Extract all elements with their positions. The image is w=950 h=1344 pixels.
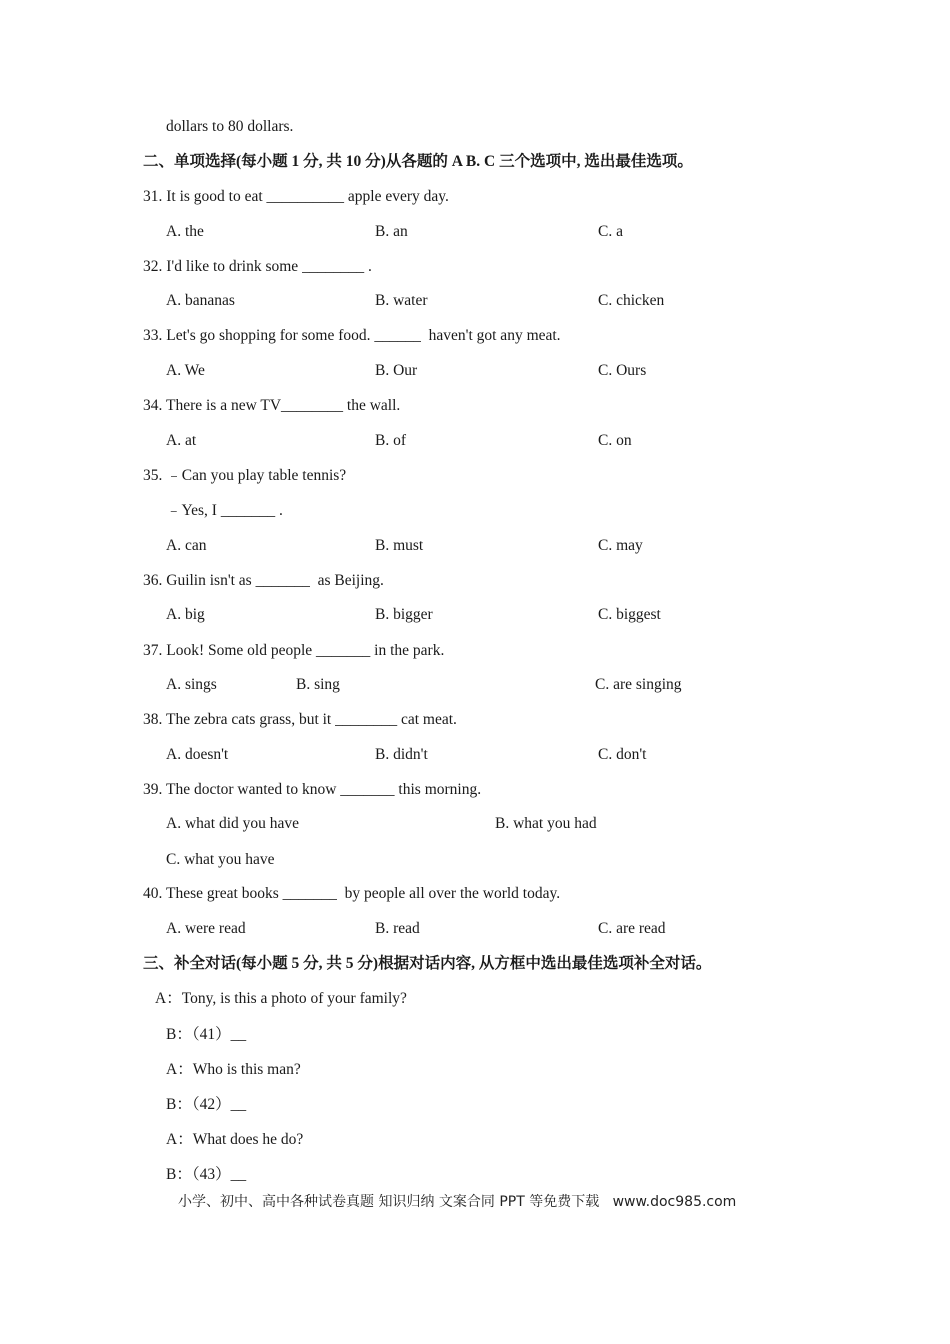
option-a: A. sings [166,676,217,693]
option-b: B. read [375,920,420,937]
section3-heading: 三、补全对话(每小题 5 分, 共 5 分)根据对话内容, 从方框中选出最佳选项补全对话。 [143,955,712,972]
option-a: A. can [166,537,207,554]
option-b: B. water [375,292,428,309]
question-stem: 36. Guilin isn't as _______ as Beijing. [143,572,384,589]
page-footer: 小学、初中、高中各种试卷真题 知识归纳 文案合同 PPT 等免费下载 www.doc985.com [178,1194,737,1210]
option-c: C. on [598,432,632,449]
option-c: C. biggest [598,606,661,623]
option-c: C. what you have [166,851,275,868]
carryover-text: dollars to 80 dollars. [166,118,294,135]
dialogue-line: B：（43）__ [166,1166,247,1183]
question-stem: 33. Let's go shopping for some food. ______ haven't got any meat. [143,327,561,344]
dialogue-line: A：Tony, is this a photo of your family? [155,990,407,1007]
option-c: C. Ours [598,362,647,379]
section2-heading: 二、单项选择(每小题 1 分, 共 10 分)从各题的 A B. C 三个选项中, 选出最佳选项。 [143,153,693,170]
dialogue-line: A：What does he do? [166,1131,304,1148]
dialogue-line: A：Who is this man? [166,1061,301,1078]
option-c: C. are singing [595,676,682,693]
question-stem-response: ﹣Yes, I _______ . [166,502,283,519]
option-c: C. may [598,537,643,554]
question-stem: 31. It is good to eat __________ apple every day. [143,188,449,205]
option-c: C. don't [598,746,647,763]
option-c: C. chicken [598,292,665,309]
question-stem: 39. The doctor wanted to know _______ this morning. [143,781,482,798]
option-b: B. bigger [375,606,433,623]
question-stem: 34. There is a new TV________ the wall. [143,397,401,414]
option-b: B. what you had [495,815,597,832]
question-stem: 35. ﹣Can you play table tennis? [143,467,347,484]
option-c: C. a [598,223,623,240]
option-a: A. doesn't [166,746,229,763]
question-stem: 32. I'd like to drink some ________ . [143,258,372,275]
option-a: A. big [166,606,205,623]
dialogue-line: B：（41）__ [166,1026,247,1043]
option-a: A. We [166,362,205,379]
option-b: B. didn't [375,746,428,763]
question-stem: 38. The zebra cats grass, but it ________ cat meat. [143,711,457,728]
option-b: B. sing [296,676,340,693]
option-b: B. an [375,223,408,240]
option-a: A. were read [166,920,246,937]
option-a: A. bananas [166,292,235,309]
option-a: A. at [166,432,197,449]
dialogue-line: B：（42）__ [166,1096,247,1113]
option-c: C. are read [598,920,666,937]
option-b: B. of [375,432,406,449]
question-stem: 37. Look! Some old people _______ in the park. [143,642,445,659]
option-a: A. what did you have [166,815,300,832]
option-b: B. must [375,537,424,554]
question-stem: 40. These great books _______ by people all over the world today. [143,885,561,902]
option-b: B. Our [375,362,418,379]
option-a: A. the [166,223,204,240]
